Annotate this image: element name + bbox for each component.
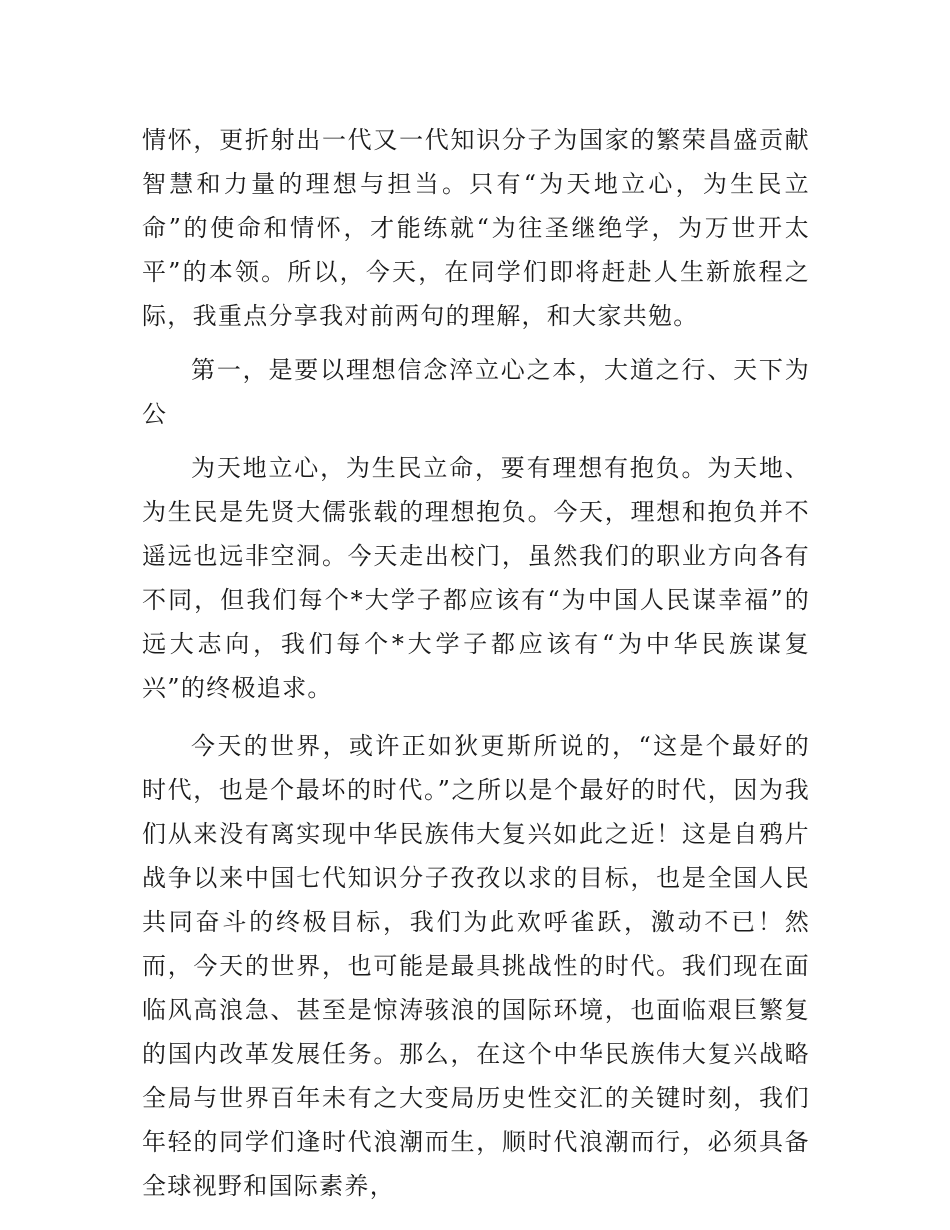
paragraph-ideals: 为天地立心，为生民立命，要有理想有抱负。为天地、为生民是先贤大儒张载的理想抱负。今天，理想和抱负并不遥远也远非空洞。今天走出校门，虽然我们的职业方向各有不同，但我们每个*大学子都应该有“为中国人民谋幸福”的远大志向，我们每个*大学子都应该有“为中华民族谋复兴”的终极追求。 — [142, 454, 810, 702]
document-body — [142, 118, 810, 1208]
paragraph-continuation: 情怀，更折射出一代又一代知识分子为国家的繁荣昌盛贡献智慧和力量的理想与担当。只有“为天地立心，为生民立命”的使命和情怀，才能练就“为往圣继绝学，为万世开太平”的本领。所以，今天，在同学们即将赶赴人生新旅程之际，我重点分享我对前两句的理解，和大家共勉。 — [142, 126, 810, 330]
paragraph-era: 今天的世界，或许正如狄更斯所说的，“这是个最好的时代，也是个最坏的时代。”之所以是个最好的时代，因为我们从来没有离实现中华民族伟大复兴如此之近！这是自鸦片战争以来中国七代知识分子孜孜以求的目标，也是全国人民共同奋斗的终极目标，我们为此欢呼雀跃，激动不已！然而，今天的世界，也可能是最具挑战性的时代。我们现在面临风高浪急、甚至是惊涛骇浪的国际环境，也面临艰巨繁复的国内改革发展任务。那么，在这个中华民族伟大复兴战略全局与世界百年未有之大变局历史性交汇的关键时刻，我们年轻的同学们逢时代浪潮而生，顺时代浪潮而行，必须具备全球视野和国际素养， — [142, 732, 810, 1200]
section-heading-first: 第一，是要以理想信念淬立心之本，大道之行、天下为公 — [142, 356, 810, 428]
